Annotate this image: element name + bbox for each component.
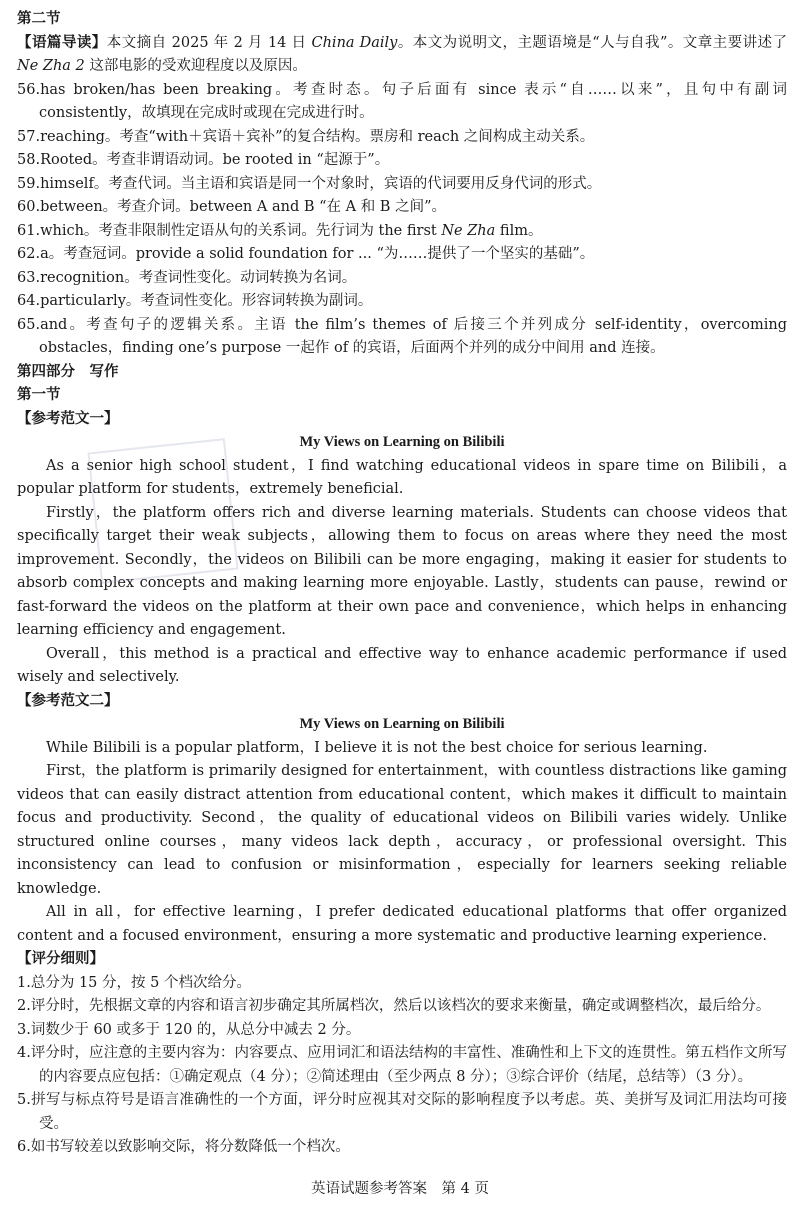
answer-60	[17, 196, 787, 220]
answer-59	[17, 173, 787, 197]
answer-film: Ne Zha	[441, 222, 496, 239]
sample2-tag: 【参考范文二】	[17, 692, 119, 709]
sample2-title: My Views on Learning on Bilibili	[299, 716, 505, 732]
guide-tag: 【语篇导读】	[17, 34, 107, 51]
rubric-item	[17, 1042, 787, 1089]
answer-text: particularly。考查词性变化。形容词转换为副词。	[40, 293, 373, 309]
answer-text: and。考查句子的逻辑关系。主语 the film’s themes of 后接三个并列成分 self-identity，overcoming obstacles，finding one’s purpose 一起作 of 的宾语，后面两个并列的成分中间用 and 连接。	[39, 316, 787, 356]
answer-64	[17, 290, 787, 314]
rubric-item	[17, 1019, 787, 1043]
section1-heading: 第一节	[17, 387, 61, 403]
sample1-tag: 【参考范文一】	[17, 410, 119, 427]
rubric-item	[17, 1089, 787, 1136]
answer-text: recognition。考查词性变化。动词转换为名词。	[40, 269, 357, 286]
answer-65	[17, 314, 787, 361]
rubric-text: 总分为 15 分，按 5 个档次给分。	[30, 974, 251, 991]
guide-film: Ne Zha 2	[17, 58, 85, 74]
rubric-text: 评分时，先根据文章的内容和语言初步确定其所属档次，然后以该档次的要求来衡量，确定或调整档次，最后给分。	[30, 998, 771, 1014]
rubric-num: 6.	[17, 1139, 31, 1155]
passage-guide	[17, 32, 787, 79]
answer-text: between。考查介词。between A and B “在 A 和 B 之间”。	[40, 199, 446, 215]
answer-num: 65.	[17, 316, 41, 333]
answer-58	[17, 149, 787, 173]
part4-heading: 第四部分 写作	[17, 363, 119, 380]
answer-text: has broken/has been breaking。考查时态。句子后面有 since 表示“自……以来”，且句中有副词 consistently，故填现在完成时或现在完成进行时。	[39, 81, 787, 121]
answer-num: 59.	[17, 175, 41, 192]
rubric-text: 词数少于 60 或多于 120 的，从总分中减去 2 分。	[30, 1021, 361, 1038]
answer-num: 64.	[17, 293, 41, 309]
answer-text-a: which。考查非限制性定语从句的关系词。先行词为 the first	[40, 222, 442, 239]
sample2-paragraph: While Bilibili is a popular platform，I believe it is not the best choice for serious learning.	[46, 739, 708, 756]
rubric-num: 5.	[17, 1092, 31, 1108]
answer-num: 58.	[17, 152, 41, 168]
answer-62	[17, 243, 787, 267]
answer-num: 62.	[17, 246, 41, 262]
answer-text: reaching。考查“with＋宾语＋宾补”的复合结构。票房和 reach 之间构成主动关系。	[40, 128, 595, 145]
answer-63	[17, 267, 787, 291]
answer-text: a。考查冠词。provide a solid foundation for ... “为……提供了一个坚实的基础”。	[40, 246, 595, 262]
rubric-num: 3.	[17, 1021, 31, 1038]
sample1-paragraph: Overall，this method is a practical and effective way to enhance academic performance if used wisely and selectively.	[17, 645, 787, 685]
answer-text-b: film。	[495, 222, 543, 239]
guide-text-c: 这部电影的受欢迎程度以及原因。	[84, 58, 307, 74]
section2-heading: 第二节	[17, 11, 61, 27]
sample1-paragraph: Firstly，the platform offers rich and diverse learning materials. Students can choose videos that specifically target their weak subjects，allowing them to focus on areas where they need the most improvement. Secondly，the videos on Bilibili can be more engaging，making it easier for students to absorb complex concepts and making learning more enjoyable. Lastly，students can pause，rewind or fast-forward the videos on the platform at their own pace and convenience，which helps in enhancing learning efficiency and engagement.	[17, 504, 787, 638]
rubric-text: 评分时，应注意的主要内容为：内容要点、应用词汇和语法结构的丰富性、准确性和上下文的连贯性。第五档作文所写的内容要点应包括：①确定观点（4 分）；②简述理由（至少两点 8 分）；③综合评价（结尾，总结等）（3 分）。	[30, 1045, 787, 1085]
answer-text: Rooted。考查非谓语动词。be rooted in “起源于”。	[40, 152, 390, 168]
page-footer: 英语试题参考答案 第 4 页	[311, 1181, 489, 1197]
answer-61	[17, 220, 787, 244]
sample2-paragraph: All in all，for effective learning，I prefer dedicated educational platforms that offer organized content and a focused environment，ensuring a more systematic and productive learning experience.	[17, 904, 787, 944]
answer-num: 63.	[17, 269, 41, 286]
answer-num: 60.	[17, 199, 41, 215]
answer-text: himself。考查代词。当主语和宾语是同一个对象时，宾语的代词要用反身代词的形式。	[40, 175, 602, 192]
rubric-num: 1.	[17, 974, 31, 991]
answer-num: 56.	[17, 81, 41, 98]
rubric-num: 4.	[17, 1045, 31, 1061]
sample1-title: My Views on Learning on Bilibili	[299, 434, 505, 450]
answer-56	[17, 79, 787, 126]
rubric-text: 拼写与标点符号是语言准确性的一个方面，评分时应视其对交际的影响程度予以考虑。英、美拼写及词汇用法均可接受。	[30, 1092, 787, 1132]
answer-57	[17, 126, 787, 150]
answer-num: 57.	[17, 128, 41, 145]
sample1-paragraph: As a senior high school student，I find watching educational videos in spare time on Bilibili，a popular platform for students，extremely beneficial.	[17, 457, 787, 497]
rubric-item	[17, 1136, 787, 1160]
answer-page	[17, 8, 787, 1160]
rubric-num: 2.	[17, 998, 31, 1014]
rubric-item	[17, 972, 787, 996]
answer-num: 61.	[17, 222, 41, 239]
guide-source: China Daily	[311, 34, 398, 51]
rubric-tag: 【评分细则】	[17, 951, 104, 967]
rubric-item	[17, 995, 787, 1019]
sample2-paragraph: First，the platform is primarily designed for entertainment，with countless distractions like gaming videos that can easily distract attention from educational content，which makes it difficult to maintain focus and productivity. Second，the quality of educational videos on Bilibili varies widely. Unlike structured online courses，many videos lack depth，accuracy，or professional oversight. This inconsistency can lead to confusion or misinformation，especially for learners seeking reliable knowledge.	[17, 763, 787, 897]
guide-text-a: 本文摘自 2025 年 2 月 14 日	[106, 34, 312, 51]
watermark-stamp	[87, 438, 238, 584]
guide-text-b: 。本文为说明文，主题语境是“人与自我”。文章主要讲述了	[397, 34, 788, 51]
rubric-text: 如书写较差以致影响交际，将分数降低一个档次。	[30, 1139, 350, 1155]
